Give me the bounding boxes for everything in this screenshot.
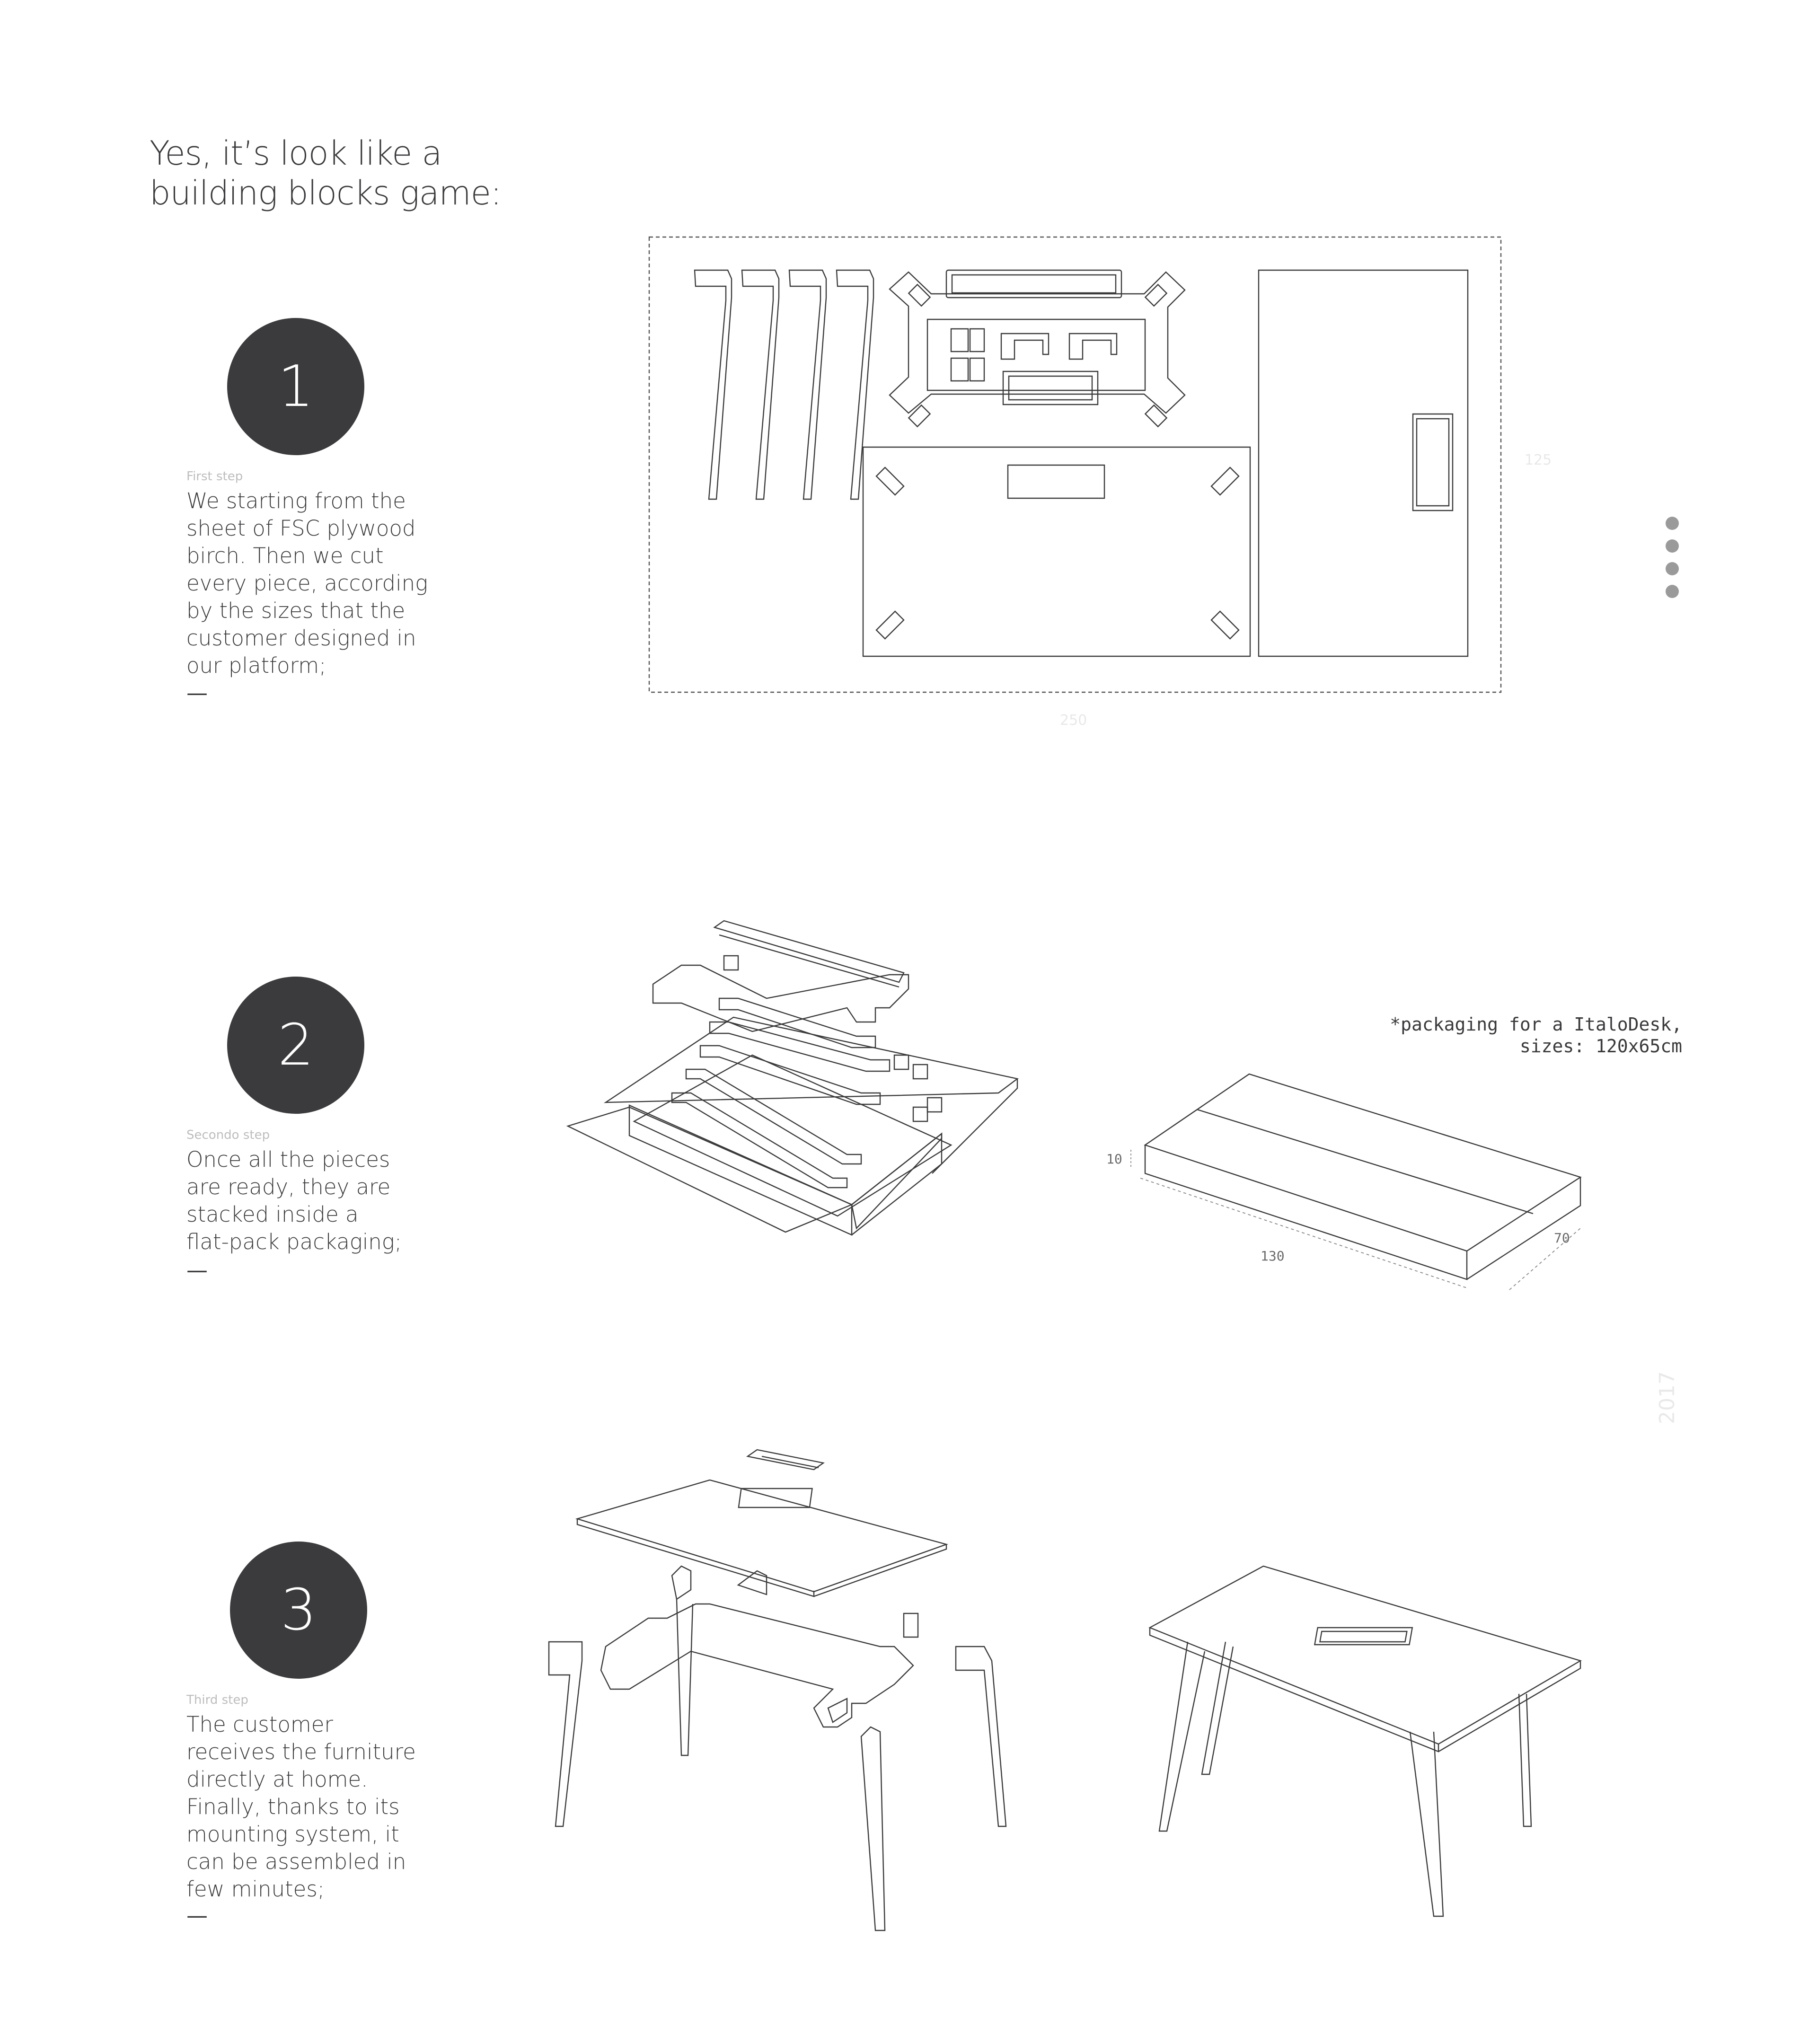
dim-length-label: 130 (1261, 1248, 1285, 1264)
leg-piece (837, 270, 873, 499)
legs-group (695, 270, 873, 499)
step-1-text: We starting from the sheet of FSC plywood birch. Then we cut every piece, according by the sizes that the customer designed in our platform; (186, 488, 428, 678)
step-2-dash: — (186, 1258, 208, 1283)
assembled-leg (1519, 1694, 1531, 1826)
packaging-note: *packaging for a ItaloDesk, sizes: 120x65cm (1390, 1014, 1682, 1057)
tabletop (577, 1480, 946, 1592)
step-1-circle (227, 318, 364, 455)
cut-sheet-drawing (644, 234, 1505, 698)
box-flap (852, 1134, 942, 1228)
step-2-text: Once all the pieces are ready, they are stacked inside a flat-pack packaging; (186, 1147, 402, 1254)
box-front (1145, 1145, 1467, 1279)
pager-dot[interactable] (1666, 585, 1679, 598)
box-top (1145, 1074, 1580, 1251)
year-label: 2017 (1655, 1371, 1679, 1424)
desk-assembled-drawing (1145, 1533, 1580, 1930)
desk-leg (677, 1599, 693, 1755)
leg-piece (742, 270, 779, 499)
packaging-box-drawing (1131, 1046, 1585, 1311)
dim-depth-label: 70 (1554, 1230, 1570, 1246)
desk-exploded-drawing (539, 1443, 1008, 1926)
tabletop-piece (863, 447, 1250, 656)
pager-dot[interactable] (1666, 562, 1679, 575)
stacked-part (686, 1069, 861, 1164)
box-flap (568, 1107, 852, 1232)
assembled-tabletop (1150, 1566, 1580, 1744)
inner-board (634, 1055, 951, 1216)
sheet-height-label: 125 (1525, 452, 1552, 468)
leg-piece (789, 270, 826, 499)
assembled-leg (1410, 1732, 1443, 1916)
desk-leg (861, 1727, 885, 1930)
step-2-label: Secondo step (186, 1128, 270, 1142)
step-1-number: 1 (277, 353, 314, 420)
step-1-label: First step (186, 469, 243, 484)
frame (601, 1604, 913, 1727)
assembled-leg (1202, 1642, 1233, 1774)
box-flap (606, 1017, 1017, 1102)
assembled-leg (1159, 1642, 1205, 1831)
desk-leg (549, 1642, 582, 1826)
step-2-circle (227, 977, 364, 1114)
step-3-label: Third step (186, 1693, 248, 1707)
step-3-text: The customer receives the furniture directly at home. Finally, thanks to its mounting system, it can be assembled in few minutes; (186, 1712, 416, 1902)
frame-group (890, 272, 1185, 427)
sheet-width-label: 250 (1060, 712, 1087, 729)
pager-dot[interactable] (1666, 517, 1679, 530)
step-2-number: 2 (277, 1012, 314, 1078)
desk-leg (956, 1647, 1006, 1826)
step-3-dash: — (186, 1903, 208, 1928)
side-panel-piece (1259, 270, 1468, 656)
dim-height-label: 10 (1106, 1151, 1122, 1167)
packaging-exploded-drawing (568, 913, 1050, 1273)
step-3-circle (230, 1542, 367, 1679)
stacked-part (672, 1093, 847, 1188)
frame-exploded (653, 965, 908, 1031)
page-heading: Yes, it’s look like a building blocks game: (150, 134, 502, 212)
top-rail-exploded (714, 921, 904, 982)
pager-dots (1666, 517, 1680, 608)
leg-piece (695, 270, 732, 499)
pager-dot[interactable] (1666, 539, 1679, 553)
step-1-dash: — (186, 680, 208, 705)
step-3-number: 3 (280, 1577, 317, 1643)
small-parts-group (951, 329, 1117, 405)
